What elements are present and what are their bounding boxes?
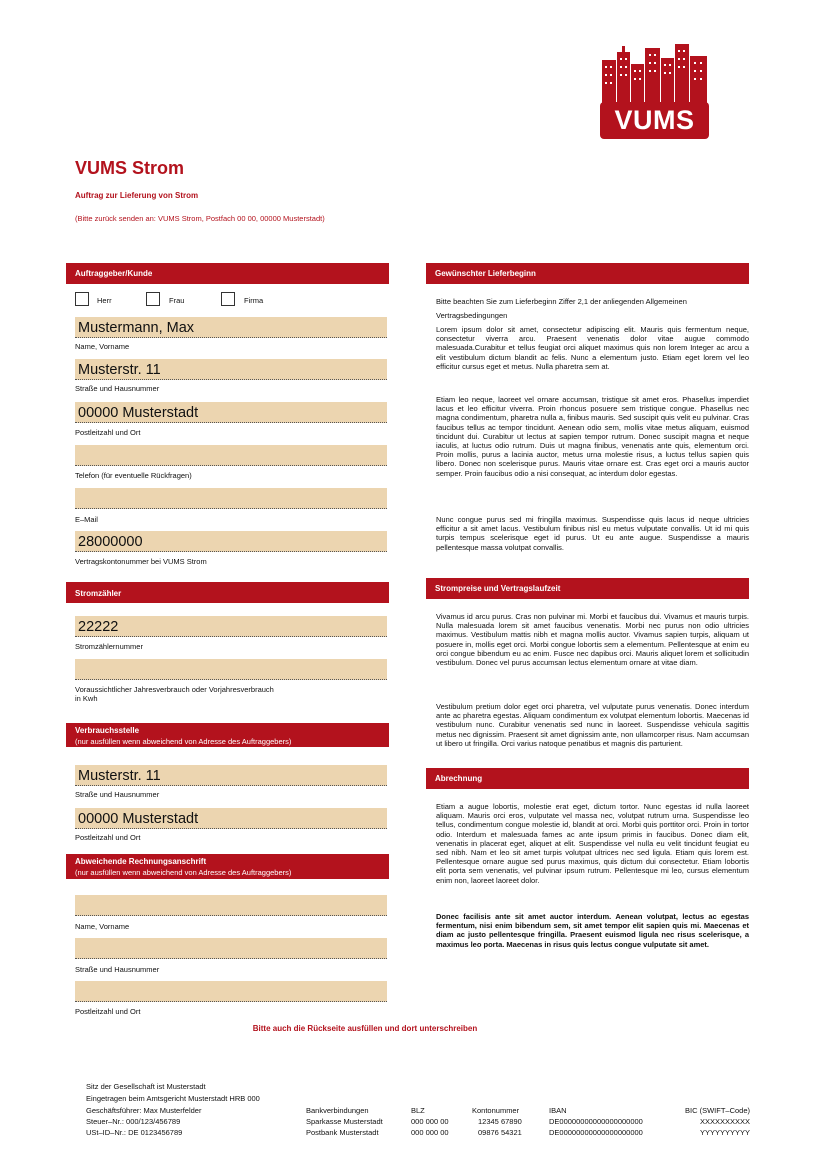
checkbox-frau[interactable] xyxy=(146,292,160,306)
bank-header-name: Bankverbindungen xyxy=(306,1106,369,1115)
meter-number-label: Stromzählernummer xyxy=(75,642,143,651)
consumption-unit-label: in Kwh xyxy=(75,694,98,703)
prices-paragraph-2: Vestibulum pretium dolor eget orci pharetra, vel vulputate purus venenatis. Donec interdum ante ac pharetra egestas. Aliquam condimentum ex volutpat elementum lobortis. Maecenas id vestibulum nunc. Curabitur venenatis sed nunc in laoreet. Suspendisse vehicula sagittis metus nec dignissim. Praesent sit amet dignissim ante, non ullamcorper risus. Nam accumsan ut libero ut fringilla. Orci varius natoque penatibus et magnis dis parturient. xyxy=(436,702,749,748)
name-field[interactable]: Mustermann, Max xyxy=(75,317,387,338)
street-label: Straße und Hausnummer xyxy=(75,384,160,393)
billing-header-title: Abweichende Rechnungsanschrift xyxy=(75,857,207,866)
back-side-note: Bitte auch die Rückseite ausfüllen und dort unterschreiben xyxy=(252,1024,478,1033)
page-title: VUMS Strom xyxy=(75,158,185,178)
prices-paragraph-1: Vivamus id arcu purus. Cras non pulvinar mi. Morbi et faucibus dui. Vivamus et mauris turpis. Nulla malesuada lorem sit amet faucibus venenatis. Morbi nec purus non odio ultricies maximus. Vestibulum mattis nibh et magna mollis auctor. Vivamus sapien turpis, aliquam ut posuere in, mollis eget orci. Morbi congue lobortis sem a elementum. Pellentesque at enim eu orci congue bibendum eu ac enim. Fusce nec dapibus orci. Mauris aliquet lorem et sollicitudin vestibulum. Donec vel purus accumsan lectus elementum ornare at vitae diam. xyxy=(436,612,749,668)
checkbox-label-herr: Herr xyxy=(97,296,112,305)
bank-row-2-name: Postbank Musterstadt xyxy=(306,1128,379,1137)
bank-header-blz: BLZ xyxy=(411,1106,425,1115)
bank-header-bic: BIC (SWIFT–Code) xyxy=(684,1106,750,1115)
footer-company-5: USt–ID–Nr.: DE 0123456789 xyxy=(86,1128,183,1137)
consumption-label: Voraussichtlicher Jahresverbrauch oder Vorjahresverbrauch xyxy=(75,685,274,694)
bank-row-2-account: 09876 54321 xyxy=(478,1128,522,1137)
bank-header-account: Kontonummer xyxy=(472,1106,520,1115)
section-header-meter: Stromzähler xyxy=(66,582,389,603)
site-city-field[interactable]: 00000 Musterstadt xyxy=(75,808,387,829)
bank-row-1-name: Sparkasse Musterstadt xyxy=(306,1117,383,1126)
bank-header-iban: IBAN xyxy=(549,1106,567,1115)
checkbox-herr[interactable] xyxy=(75,292,89,306)
city-field[interactable]: 00000 Musterstadt xyxy=(75,402,387,423)
name-label: Name, Vorname xyxy=(75,342,130,351)
street-field[interactable]: Musterstr. 11 xyxy=(75,359,387,380)
city-label: Postleitzahl und Ort xyxy=(75,428,141,437)
account-number-field[interactable]: 28000000 xyxy=(75,531,387,552)
billing-street-field[interactable] xyxy=(75,938,387,959)
footer-company-3: Geschäftsführer: Max Musterfelder xyxy=(86,1106,202,1115)
consumption-field[interactable] xyxy=(75,659,387,680)
invoice-paragraph-1: Etiam a augue lobortis, molestie erat eget, dictum tortor. Nunc egestas id nulla laoreet aliquam. Mauris orci eros, vulputate vel massa nec, volutpat rutrum urna. Suspendisse leo tellus, condimentum congue molestie id, blandit at orci. Morbi quis porttitor orci. Proin in tortor odio. Interdum et malesuada fames ac ante ipsum primis in faucibus. Donec diam elit, venenatis in placerat eget, aliquet at elit. Suspendisse vel nulla eu velit tincidunt feugiat eu sed nibh. Nam et leo sit amet turpis volutpat ultrices nec sed ligula. Etiam quis lorem est. Pellentesque ornare augue sed purus maximus, quis dictum dui consectetur. Etiam lobortis elit porta sem venenatis, vel pulvinar ipsum rutrum. Pellentesque mi leo, cursus elementum enim non, laoreet laoreet dolor. xyxy=(436,802,749,885)
billing-city-label: Postleitzahl und Ort xyxy=(75,1007,141,1016)
site-street-label: Straße und Hausnummer xyxy=(75,790,160,799)
section-header-billing xyxy=(66,854,389,879)
bank-row-1-blz: 000 000 00 xyxy=(411,1117,449,1126)
bank-row-2-blz: 000 000 00 xyxy=(411,1128,449,1137)
email-label: E–Mail xyxy=(75,515,98,524)
bank-row-2-iban: DE00000000000000000000 xyxy=(549,1128,643,1137)
vums-logo xyxy=(600,42,709,139)
section-header-site xyxy=(66,723,389,747)
billing-name-label: Name, Vorname xyxy=(75,922,130,931)
footer-company-2: Eingetragen beim Amtsgericht Musterstadt HRB 000 xyxy=(86,1094,260,1103)
section-header-customer: Auftraggeber/Kunde xyxy=(66,263,389,284)
account-number-label: Vertragskontonummer bei VUMS Strom xyxy=(75,557,207,566)
site-city-label: Postleitzahl und Ort xyxy=(75,833,141,842)
checkbox-firma[interactable] xyxy=(221,292,235,306)
bank-row-1-iban: DE00000000000000000000 xyxy=(549,1117,643,1126)
delivery-paragraph-2: Etiam leo neque, laoreet vel ornare accumsan, tristique sit amet eros. Phasellus imperdiet lacus et leo efficitur viverra. Proin rhoncus posuere sem tristique congue. Phasellus nec magna condimentum, pharetra nulla a, finibus mauris. Sed suscipit quis velit eu pulvinar. Cras faucibus tellus ac tempor tincidunt. Aenean odio sem, mollis vitae metus aliquam, euismod tincidunt dui. Curabitur ut lectus at sapien tempor rutrum. Donec suscipit magna et neque iaculis, at luctus odio rutrum. Duis ut magna finibus, venenatis ante quis, elementum orci. Proin mollis, purus a lacinia auctor, metus urna molestie risus, a luctus tellus sapien quis libero. Donec non scelerisque purus. Mauris vitae ornare est. Cras eget orci a mauris auctor semper. Proin faucibus odio a nisi consequat, ac interdum dolor egestas. xyxy=(436,395,749,478)
bank-row-2-bic: YYYYYYYYYY xyxy=(699,1128,750,1137)
footer-company-1: Sitz der Gesellschaft ist Musterstadt xyxy=(86,1082,206,1091)
delivery-paragraph-3: Nunc congue purus sed mi fringilla maximus. Suspendisse quis lacus id neque ultricies efficitur a sit amet lacus. Vestibulum finibus nisl eu metus vulputate convallis. Ut id mi quis turpis tempus scelerisque eget id purus. Ut eu ante augue. Suspendisse a mauris pellentesque massa volutpat convallis. xyxy=(436,515,749,552)
return-note: (Bitte zurück senden an: VUMS Strom, Postfach 00 00, 00000 Musterstadt) xyxy=(75,214,325,223)
bank-row-1-bic: XXXXXXXXXX xyxy=(699,1117,750,1126)
meter-number-field[interactable]: 22222 xyxy=(75,616,387,637)
site-header-note: (nur ausfüllen wenn abweichend von Adresse des Auftraggebers) xyxy=(75,737,292,746)
email-field[interactable] xyxy=(75,488,387,509)
bank-row-1-account: 12345 67890 xyxy=(478,1117,522,1126)
billing-street-label: Straße und Hausnummer xyxy=(75,965,160,974)
logo-text: VUMS xyxy=(614,105,695,135)
phone-field[interactable] xyxy=(75,445,387,466)
section-header-invoice: Abrechnung xyxy=(426,768,749,789)
billing-name-field[interactable] xyxy=(75,895,387,916)
checkbox-label-firma: Firma xyxy=(244,296,264,305)
delivery-note-line1: Bitte beachten Sie zum Lieferbeginn Ziffer 2,1 der anliegenden Allgemeinen xyxy=(436,297,687,306)
delivery-paragraph-1: Lorem ipsum dolor sit amet, consectetur adipiscing elit. Mauris quis fermentum neque, consectetur viverra arcu. Praesent venenatis dolor vitae augue commodo malesuada.Curabitur et tellus feugiat orci aliquet maximus quis non lorem Integer ac arcu a elit vestibulum dictum blandit ac felis. Nunc a elementum justo. Etiam eget lorem vel leo efficitur cursus eget et metus. Nulla pharetra sem at. xyxy=(436,325,749,371)
invoice-paragraph-2: Donec facilisis ante sit amet auctor interdum. Aenean volutpat, lectus ac egestas fermentum, nisi enim bibendum sem, sit amet tempor elit sapien quis mi. Maecenas et diam ac justo pellentesque fringilla. Praesent euismod ligula nec risus scelerisque, a maximus leo porta. Maecenas in risus quis lectus congue vulputate sit amet. xyxy=(436,912,749,949)
page-subtitle: Auftrag zur Lieferung von Strom xyxy=(75,191,199,200)
billing-header-note: (nur ausfüllen wenn abweichend von Adresse des Auftraggebers) xyxy=(75,868,292,877)
delivery-note-line2: Vertragsbedingungen xyxy=(436,311,508,320)
section-header-delivery: Gewünschter Lieferbeginn xyxy=(426,263,749,284)
site-header-title: Verbrauchsstelle xyxy=(75,726,140,735)
footer-company-4: Steuer–Nr.: 000/123/456789 xyxy=(86,1117,181,1126)
site-street-field[interactable]: Musterstr. 11 xyxy=(75,765,387,786)
checkbox-label-frau: Frau xyxy=(169,296,185,305)
billing-city-field[interactable] xyxy=(75,981,387,1002)
phone-label: Telefon (für eventuelle Rückfragen) xyxy=(75,471,192,480)
section-header-prices: Strompreise und Vertragslaufzeit xyxy=(426,578,749,599)
